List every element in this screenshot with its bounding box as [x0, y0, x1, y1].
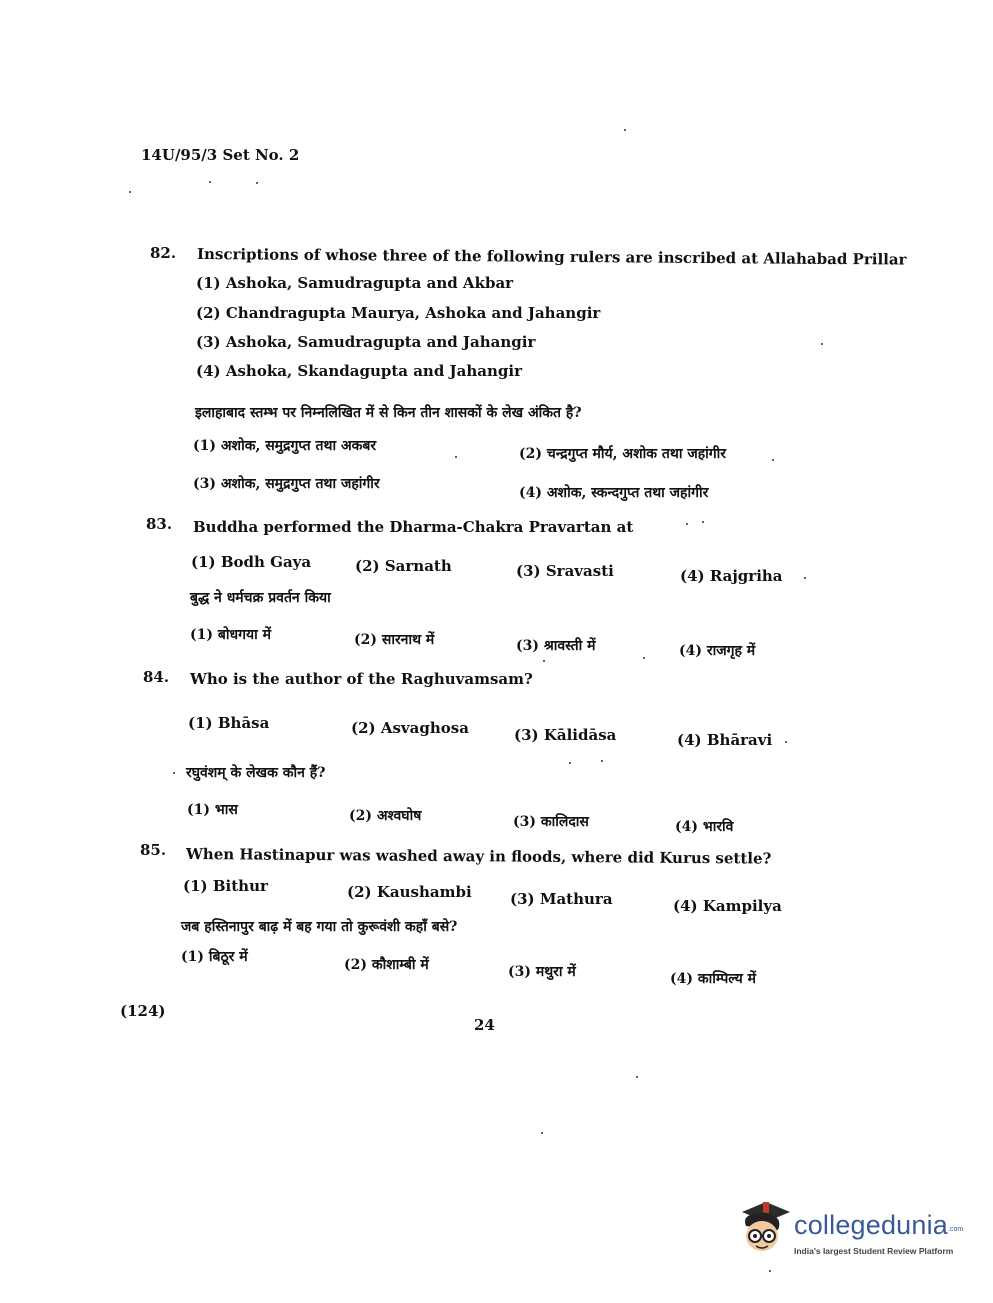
scan-speck	[209, 181, 211, 183]
question-85-option-2: (2) Kaushambi	[347, 883, 472, 901]
scan-speck	[785, 741, 787, 743]
scan-speck	[686, 523, 688, 525]
question-85-option-1: (1) Bithur	[183, 877, 268, 895]
question-82-hindi-option-1: (1) अशोक, समुद्रगुप्त तथा अकबर	[193, 438, 377, 454]
question-83-hindi-option-2: (2) सारनाथ में	[354, 632, 435, 648]
question-84-number: 84.	[143, 668, 170, 686]
scan-speck	[601, 760, 603, 762]
scan-speck	[804, 577, 806, 579]
question-82-text: Inscriptions of whose three of the following rulers are inscribed at Allahabad Prillar	[196, 245, 907, 269]
question-85-option-4: (4) Kampilya	[673, 897, 782, 915]
scan-speck	[455, 456, 457, 458]
question-83-option-1: (1) Bodh Gaya	[191, 553, 312, 571]
question-82-option-2: (2) Chandragupta Maurya, Ashoka and Jahangir	[196, 304, 601, 322]
question-83-hindi-option-3: (3) श्रावस्ती में	[516, 638, 596, 654]
collegedunia-mascot-icon	[736, 1198, 792, 1258]
question-83-option-3: (3) Sravasti	[516, 562, 614, 580]
question-82-number: 82.	[150, 244, 177, 262]
question-84-hindi-text: रघुवंशम् के लेखक कौन हैं?	[186, 765, 326, 781]
question-83-hindi-option-4: (4) राजगृह में	[679, 643, 756, 659]
page-number: 24	[474, 1016, 495, 1034]
scan-speck	[624, 129, 626, 131]
question-83-hindi-option-1: (1) बोधगया में	[190, 627, 271, 643]
scan-speck	[543, 660, 545, 662]
question-82-option-1: (1) Ashoka, Samudragupta and Akbar	[196, 274, 514, 292]
scan-speck	[643, 657, 645, 659]
question-82-option-3: (3) Ashoka, Samudragupta and Jahangir	[196, 333, 536, 351]
question-83-hindi-text: बुद्ध ने धर्मचक्र प्रवर्तन किया	[190, 590, 331, 606]
collegedunia-tagline: India's largest Student Review Platform	[794, 1246, 954, 1256]
question-84-hindi-option-3: (3) कालिदास	[513, 814, 589, 830]
question-83-option-2: (2) Sarnath	[355, 557, 452, 575]
question-85-hindi-option-1: (1) बिठूर में	[181, 949, 248, 965]
scan-speck	[173, 772, 175, 774]
scan-speck	[569, 762, 571, 764]
question-85-option-3: (3) Mathura	[510, 890, 613, 908]
scan-speck	[769, 1270, 771, 1272]
scan-speck	[541, 1132, 543, 1134]
question-84-hindi-option-4: (4) भारवि	[675, 819, 734, 835]
question-82-hindi-option-4: (4) अशोक, स्कन्दगुप्त तथा जहांगीर	[519, 485, 709, 501]
question-82-hindi-option-2: (2) चन्द्रगुप्त मौर्य, अशोक तथा जहांगीर	[519, 446, 727, 462]
question-84-option-1: (1) Bhāsa	[188, 714, 270, 732]
question-85-hindi-option-4: (4) काम्पिल्य में	[670, 971, 757, 987]
question-82-hindi-option-3: (3) अशोक, समुद्रगुप्त तथा जहांगीर	[193, 476, 380, 492]
question-83-number: 83.	[146, 515, 173, 533]
question-84-option-4: (4) Bhāravi	[677, 731, 773, 749]
question-84-option-2: (2) Asvaghosa	[351, 719, 469, 737]
scan-speck	[129, 191, 131, 193]
question-84-text: Who is the author of the Raghuvamsam?	[190, 670, 533, 688]
question-85-hindi-option-3: (3) मथुरा में	[508, 964, 576, 980]
scan-speck	[702, 521, 704, 523]
question-84-option-3: (3) Kālidāsa	[514, 726, 617, 744]
question-85-number: 85.	[140, 841, 167, 859]
question-85-hindi-text: जब हस्तिनापुर बाढ़ में बह गया तो कुरूवंशी कहाँ बसे?	[181, 919, 458, 935]
question-82-option-4: (4) Ashoka, Skandagupta and Jahangir	[196, 362, 522, 380]
question-83-text: Buddha performed the Dharma-Chakra Pravartan at	[193, 518, 634, 536]
question-82-hindi-text: इलाहाबाद स्तम्भ पर निम्नलिखित में से किन तीन शासकों के लेख अंकित है?	[195, 405, 582, 421]
question-84-hindi-option-2: (2) अश्वघोष	[349, 808, 422, 824]
collegedunia-com: .com	[948, 1226, 964, 1233]
question-84-hindi-option-1: (1) भास	[187, 802, 238, 818]
paper-code: 14U/95/3 Set No. 2	[141, 146, 300, 164]
scan-speck	[772, 459, 774, 461]
scan-speck	[256, 182, 258, 184]
footer-code: (124)	[120, 1002, 166, 1020]
scan-speck	[636, 1076, 638, 1078]
scan-speck	[821, 343, 823, 345]
question-83-option-4: (4) Rajgriha	[680, 567, 783, 585]
collegedunia-brand: collegedunia	[794, 1210, 949, 1240]
question-85-hindi-option-2: (2) कौशाम्बी में	[344, 957, 429, 973]
question-85-text: When Hastinapur was washed away in floods, where did Kurus settle?	[185, 845, 772, 868]
